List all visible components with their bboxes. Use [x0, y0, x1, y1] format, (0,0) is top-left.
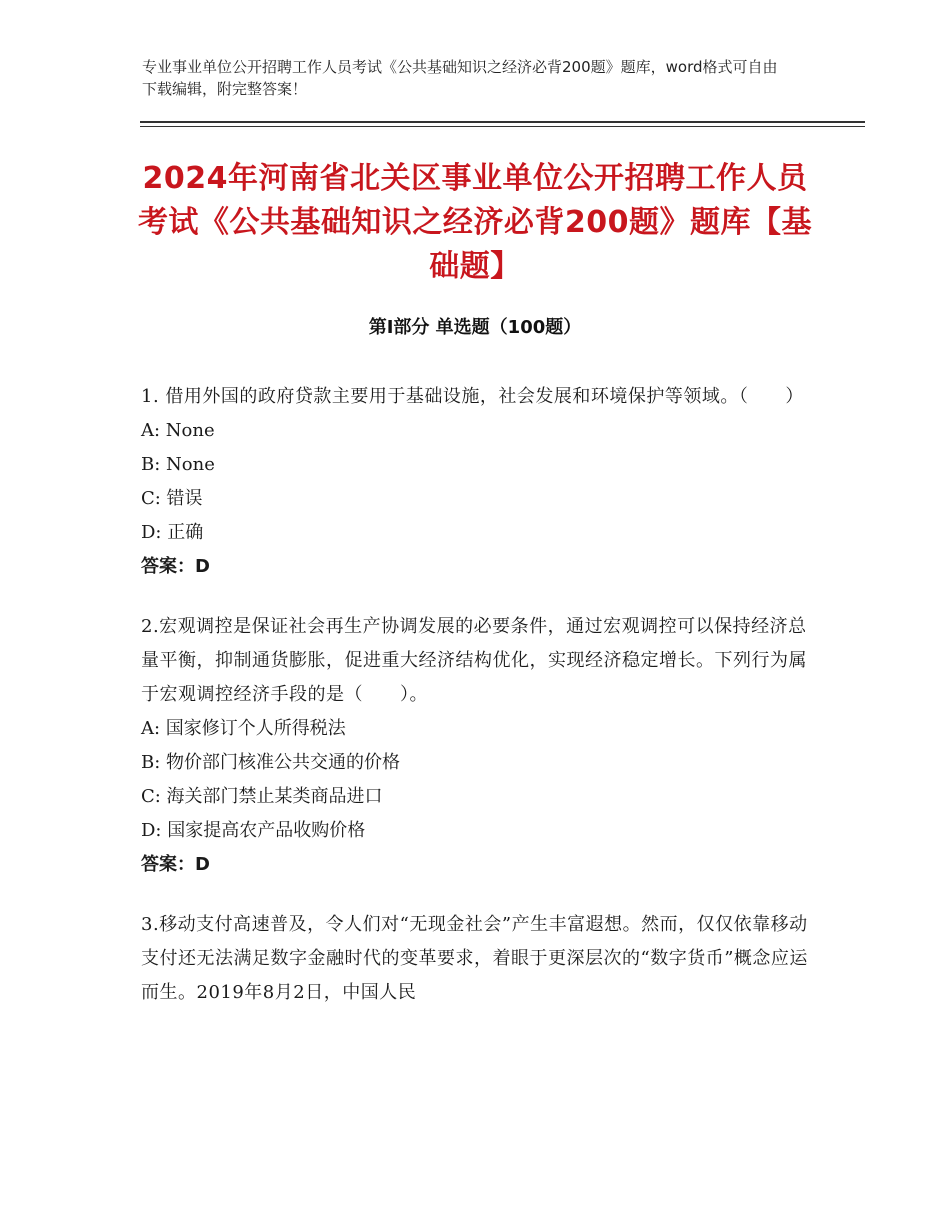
header-divider-thin	[140, 126, 865, 127]
question-option-c: C: 海关部门禁止某类商品进口	[141, 786, 383, 807]
header-note: 专业事业单位公开招聘工作人员考试《公共基础知识之经济必背200题》题库，word格式可自由下载编辑，附完整答案！	[142, 58, 778, 98]
question-option-c: C: 错误	[141, 488, 203, 509]
question-option-a: A: None	[141, 420, 215, 441]
question-option-b: B: 物价部门核准公共交通的价格	[141, 752, 401, 773]
question-option-a: A: 国家修订个人所得税法	[141, 718, 346, 739]
section-title: 第Ⅰ部分 单选题（100题）	[368, 317, 582, 338]
question-stem: 1. 借用外国的政府贷款主要用于基础设施，社会发展和环境保护等领域。（ ）	[141, 386, 804, 407]
question-stem: 3.移动支付高速普及，令人们对“无现金社会”产生丰富遐想。然而，仅仅依靠移动支付还无法满足数字金融时代的变革要求，着眼于更深层次的“数字货币”概念应运而生。2019年8月2日，中国人民	[141, 914, 808, 1003]
header-divider-thick	[140, 121, 865, 123]
question-stem: 2.宏观调控是保证社会再生产协调发展的必要条件，通过宏观调控可以保持经济总量平衡，抑制通货膨胀，促进重大经济结构优化，实现经济稳定增长。下列行为属于宏观调控经济手段的是（ ）。	[141, 616, 807, 705]
question-option-b: B: None	[141, 454, 215, 475]
question-item	[141, 610, 809, 882]
question-answer: 答案：D	[141, 556, 210, 577]
question-item	[141, 908, 809, 1010]
question-answer: 答案：D	[141, 854, 210, 875]
question-list	[141, 380, 809, 1036]
question-option-d: D: 正确	[141, 522, 204, 543]
document-title: 2024年河南省北关区事业单位公开招聘工作人员考试《公共基础知识之经济必背200题》题库【基础题】	[137, 161, 813, 284]
question-option-d: D: 国家提高农产品收购价格	[141, 820, 366, 841]
question-item	[141, 380, 809, 584]
